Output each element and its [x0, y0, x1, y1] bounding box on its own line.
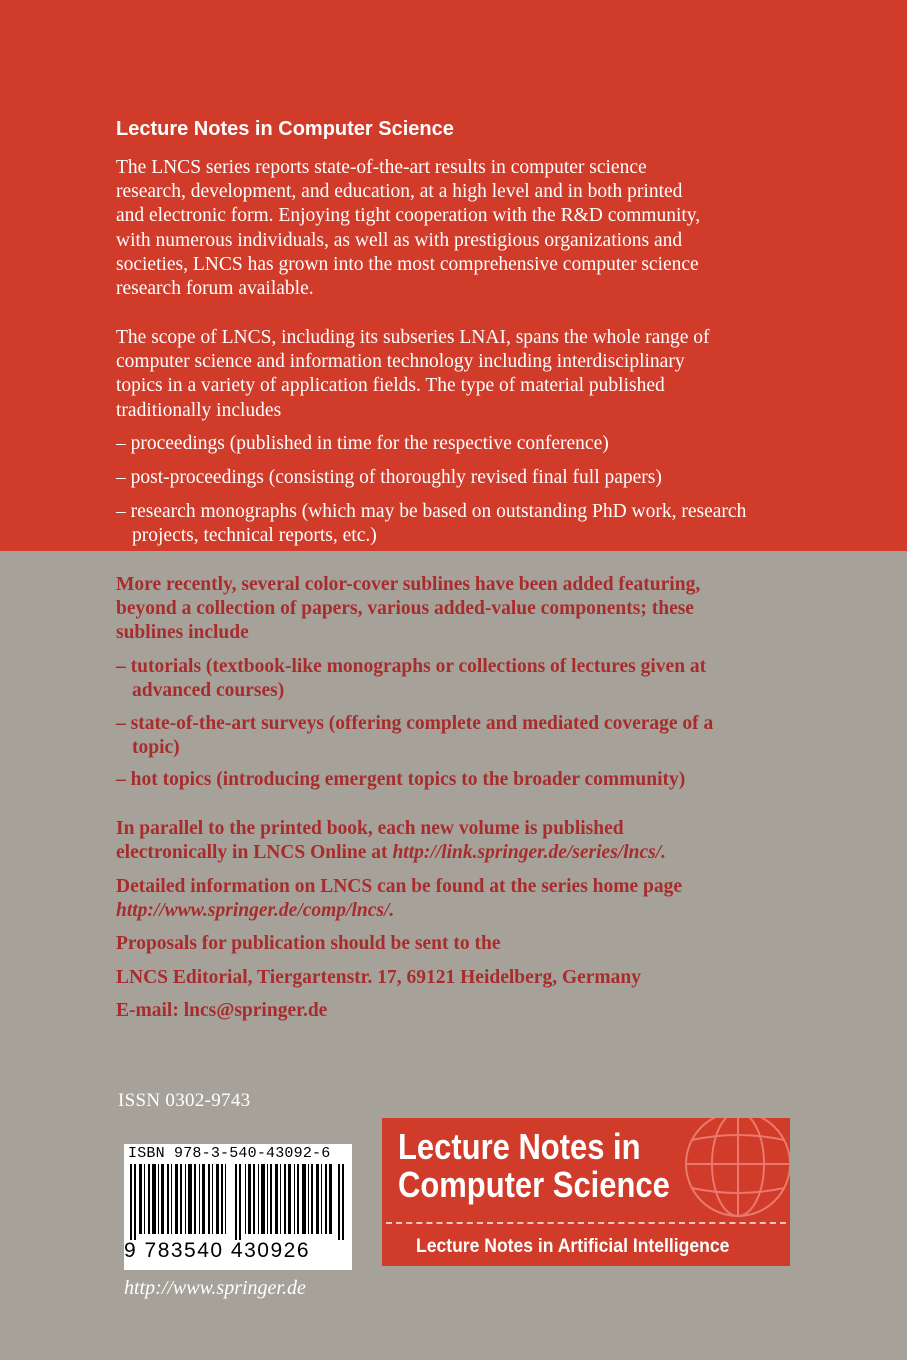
logo-title-line: Computer Science [398, 1164, 670, 1205]
logo-title [398, 1128, 670, 1204]
logo-subtitle: Lecture Notes in Artificial Intelligence [416, 1235, 730, 1257]
scope-line: topics in a variety of application fields. The type of material published [116, 375, 665, 397]
lncs-online-link[interactable]: http://link.springer.de/series/lncs/. [392, 842, 667, 864]
barcode-panel [124, 1144, 352, 1270]
subline-item-hot-topics: – hot topics (introducing emergent topics to the broader community) [116, 768, 796, 792]
intro-line: research, development, and education, at a high level and in both printed [116, 181, 683, 203]
barcode-icon [130, 1164, 348, 1240]
editorial-address: LNCS Editorial, Tiergartenstr. 17, 69121 Heidelberg, Germany [116, 967, 642, 988]
series-heading: Lecture Notes in Computer Science [116, 118, 454, 140]
scope-line: The scope of LNCS, including its subseries LNAI, spans the whole range of [116, 327, 710, 348]
email-line: E-mail: lncs@springer.de [116, 1000, 328, 1021]
globe-icon [678, 1118, 790, 1224]
publisher-url[interactable]: http://www.springer.de [124, 1277, 306, 1299]
series-homepage-link[interactable]: http://www.springer.de/comp/lncs/. [116, 900, 395, 922]
scope-line: traditionally includes [116, 399, 282, 421]
intro-paragraph [116, 156, 796, 301]
subline-item-tutorials: – tutorials (textbook-like monographs or collections of lectures given at advanced courses) [116, 655, 776, 703]
material-item-monographs: – research monographs (which may be based on outstanding PhD work, research projects, technical reports, etc.) [116, 500, 776, 548]
online-line: In parallel to the printed book, each new volume is published [116, 818, 624, 839]
sublines-line: beyond a collection of papers, various added-value components; these [116, 598, 694, 620]
logo-title-line: Lecture Notes in [398, 1126, 641, 1167]
info-line: Detailed information on LNCS can be found at the series home page [116, 876, 683, 897]
online-paragraph [116, 817, 796, 865]
intro-line: and electronic form. Enjoying tight cooperation with the R&D community, [116, 205, 701, 227]
scope-line: computer science and information technology including interdisciplinary [116, 351, 685, 373]
online-prefix: electronically in LNCS Online at [116, 842, 393, 864]
logo-divider [386, 1222, 786, 1224]
barcode-digits: 9 783540 430926 [124, 1239, 310, 1262]
sublines-line: sublines include [116, 622, 249, 644]
material-item-post-proceedings: – post-proceedings (consisting of thoroughly revised final full papers) [116, 466, 796, 490]
material-item-proceedings: – proceedings (published in time for the respective conference) [116, 432, 796, 456]
online-line [116, 841, 796, 865]
sublines-paragraph [116, 573, 796, 646]
info-paragraph [116, 875, 796, 923]
sublines-line: More recently, several color-cover sublines have been added featuring, [116, 574, 701, 595]
proposals-line: Proposals for publication should be sent to the [116, 933, 501, 954]
issn-number: ISSN 0302-9743 [118, 1090, 251, 1111]
intro-line: research forum available. [116, 278, 314, 300]
isbn-number: ISBN 978-3-540-43092-6 [128, 1145, 331, 1162]
intro-line: with numerous individuals, as well as with prestigious organizations and [116, 229, 683, 251]
scope-paragraph [116, 326, 796, 423]
intro-line: The LNCS series reports state-of-the-art results in computer science [116, 157, 647, 178]
series-logo [382, 1118, 790, 1266]
subline-item-surveys: – state-of-the-art surveys (offering complete and mediated coverage of a topic) [116, 712, 736, 760]
intro-line: societies, LNCS has grown into the most comprehensive computer science [116, 253, 699, 275]
